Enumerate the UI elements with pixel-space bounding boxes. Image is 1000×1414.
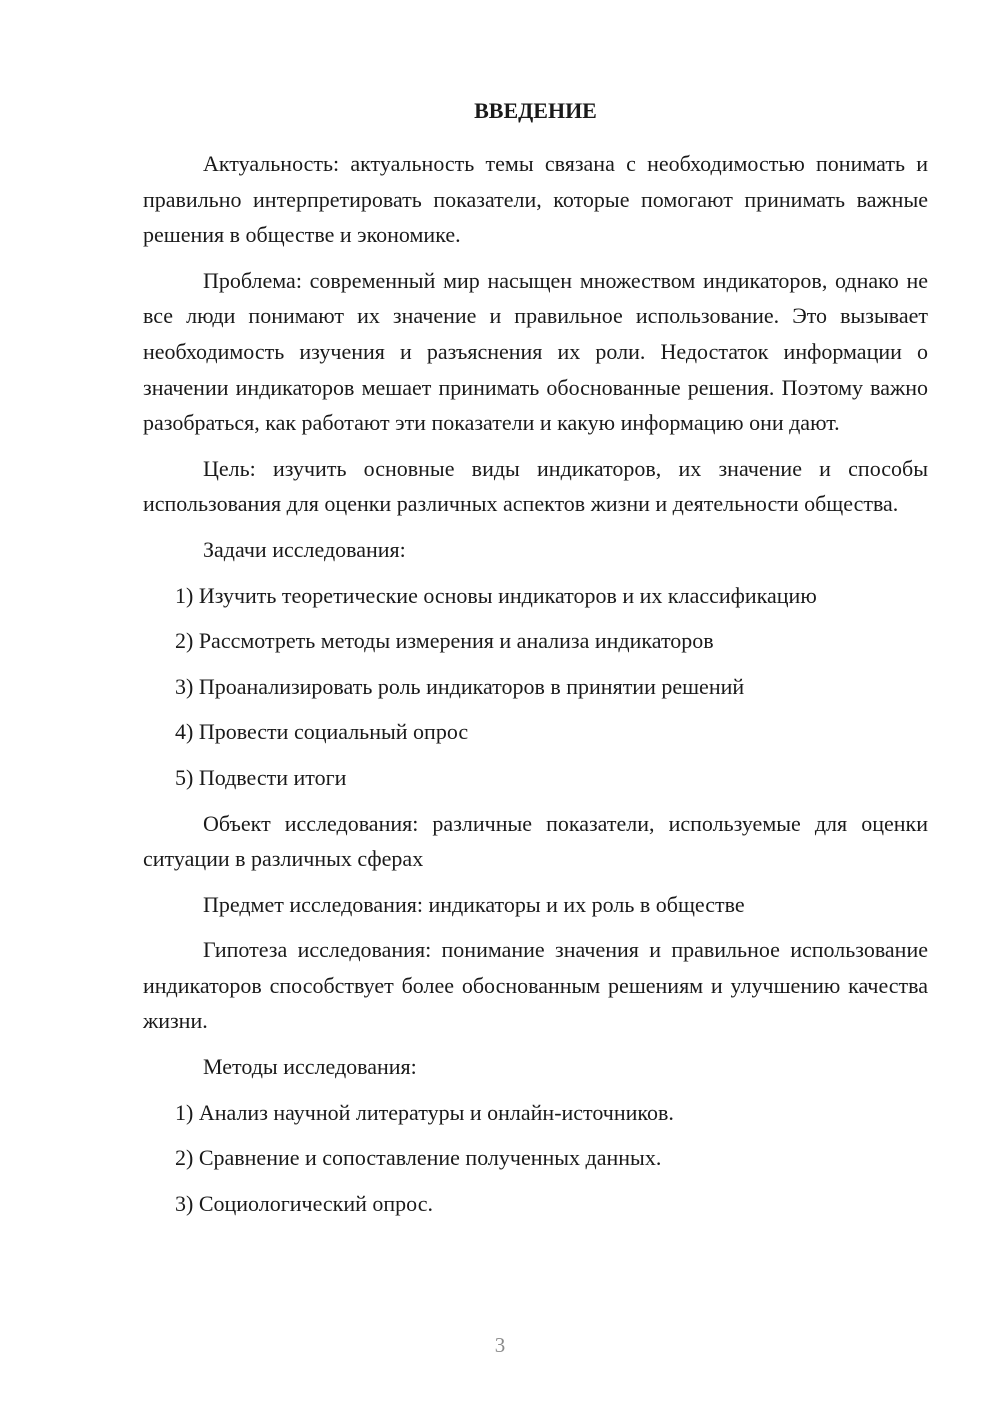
list-item: 2) Сравнение и сопоставление полученных данных.	[175, 1145, 662, 1171]
methods-list	[143, 1095, 928, 1222]
tasks-list	[143, 578, 928, 796]
list-item: 3) Социологический опрос.	[175, 1190, 433, 1216]
list-item: 5) Подвести итоги	[175, 764, 347, 790]
page-title: ВВЕДЕНИЕ	[474, 98, 597, 123]
tasks-heading: Задачи исследования:	[203, 536, 406, 562]
list-item: 1) Анализ научной литературы и онлайн-источников.	[175, 1099, 674, 1125]
page-content	[143, 96, 928, 1231]
list-item: 3) Проанализировать роль индикаторов в принятии решений	[175, 673, 745, 699]
subject-paragraph: Предмет исследования: индикаторы и их роль в обществе	[203, 891, 745, 917]
hypothesis-paragraph: Гипотеза исследования: понимание значения и правильное использование индикаторов способствует более обоснованным решениям и улучшению качества жизни.	[143, 937, 928, 1034]
list-item: 4) Провести социальный опрос	[175, 719, 469, 745]
object-paragraph: Объект исследования: различные показатели, используемые для оценки ситуации в различных сферах	[143, 810, 928, 872]
problem-paragraph: Проблема: современный мир насыщен множеством индикаторов, однако не все люди понимают их значение и правильное использование. Это вызывает необходимость изучения и разъяснения их роли. Недостаток информации о значении индикаторов мешает принимать обоснованные решения. Поэтому важно разобраться, как работают эти показатели и какую информацию они дают.	[143, 267, 928, 436]
page-number: 3	[494, 1333, 506, 1357]
list-item: 1) Изучить теоретические основы индикаторов и их классификацию	[175, 582, 817, 608]
list-item: 2) Рассмотреть методы измерения и анализа индикаторов	[175, 628, 714, 654]
relevance-paragraph: Актуальность: актуальность темы связана с необходимостью понимать и правильно интерпретировать показатели, которые помогают принимать важные решения в обществе и экономике.	[143, 151, 928, 248]
methods-heading: Методы исследования:	[203, 1054, 417, 1080]
goal-paragraph: Цель: изучить основные виды индикаторов, их значение и способы использования для оценки различных аспектов жизни и деятельности общества.	[143, 455, 928, 517]
